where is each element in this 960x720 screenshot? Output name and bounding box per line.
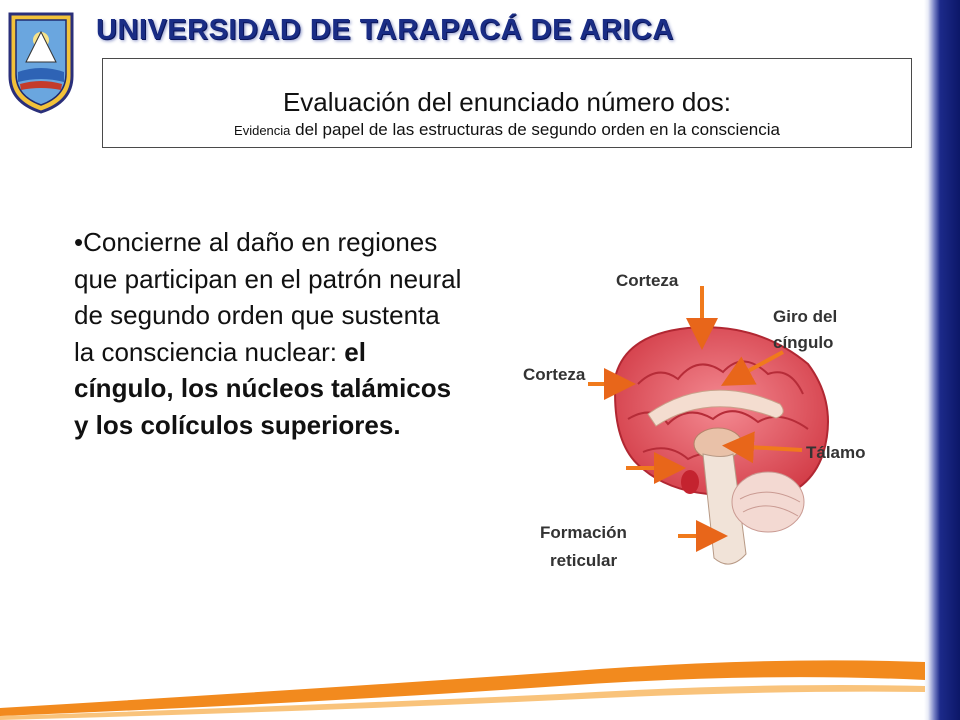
subtitle-text: del papel de las estructuras de segundo orden en la consciencia <box>290 120 780 139</box>
bullet-symbol: • <box>74 227 84 257</box>
thalamus-shape <box>694 428 742 460</box>
label-corteza-left: Corteza <box>523 365 586 384</box>
cerebellum-shape <box>732 472 804 532</box>
title-box <box>102 58 912 148</box>
label-giro-line1: Giro del <box>773 307 838 326</box>
slide-title: Evaluación del enunciado número dos: <box>282 87 732 117</box>
label-formacion-line2: reticular <box>550 551 618 570</box>
label-corteza-top: Corteza <box>616 271 679 290</box>
university-crest-icon <box>6 10 76 114</box>
slide-subtitle <box>103 120 911 141</box>
label-formacion-line1: Formación <box>540 523 627 542</box>
right-side-bar <box>924 0 960 720</box>
label-giro-line2: cíngulo <box>773 333 834 352</box>
brain-figure <box>518 254 908 584</box>
subtitle-small-word: Evidencia <box>234 123 291 138</box>
bullet-paragraph <box>74 224 464 443</box>
label-talamo: Tálamo <box>806 443 866 462</box>
bullet-regular-text: Concierne al daño en regiones que participan en el patrón neural de segundo orden que sustenta la consciencia nuclear: <box>74 227 462 367</box>
bullet-bold-text: el cíngulo, los núcleos talámicos y los colículos superiores. <box>74 336 452 440</box>
university-name: UNIVERSIDAD DE TARAPACÁ DE ARICA <box>96 14 674 46</box>
orange-swoosh <box>0 620 930 720</box>
